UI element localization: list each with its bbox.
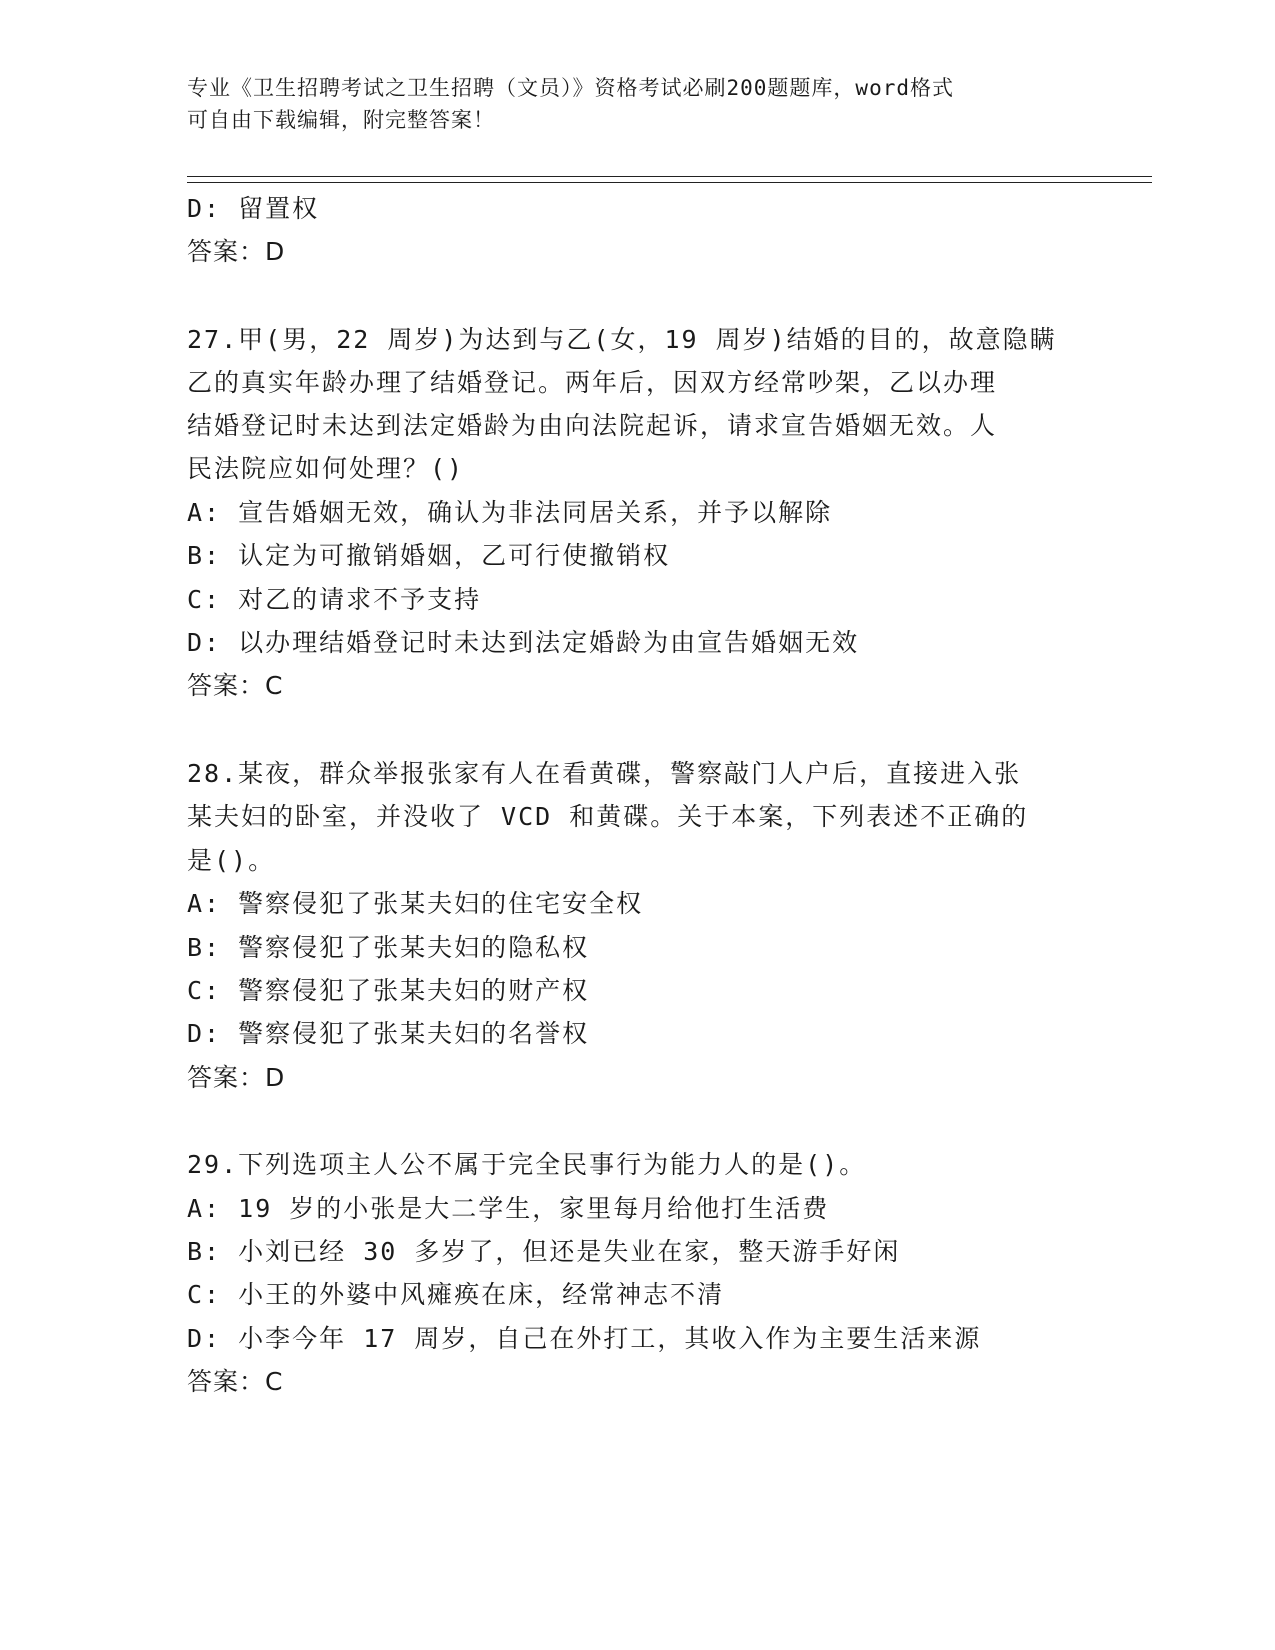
q27-line-2: 乙的真实年龄办理了结婚登记。两年后，因双方经常吵架，乙以办理 xyxy=(187,368,998,397)
q29-answer: 答案：C xyxy=(187,1367,284,1396)
q27-option-a: A: 宣告婚姻无效，确认为非法同居关系，并予以解除 xyxy=(187,498,833,527)
q29-line-1: 29.下列选项主人公不属于完全民事行为能力人的是()。 xyxy=(187,1150,867,1179)
document-header xyxy=(187,72,1067,136)
header-divider-bottom xyxy=(187,182,1152,183)
header-line-1: 专业《卫生招聘考试之卫生招聘（文员）》资格考试必刷200题题库，word格式 xyxy=(187,76,954,100)
header-line-2: 可自由下载编辑，附完整答案！ xyxy=(187,108,495,132)
q28-line-2: 某夫妇的卧室，并没收了 VCD 和黄碟。关于本案，下列表述不正确的 xyxy=(187,802,1029,831)
q27-option-b: B: 认定为可撤销婚姻，乙可行使撤销权 xyxy=(187,541,671,570)
q28-line-1: 28.某夜，群众举报张家有人在看黄碟，警察敲门人户后，直接进入张 xyxy=(187,759,1022,788)
prev-option-d: D: 留置权 xyxy=(187,194,320,223)
q29-option-c: C: 小王的外婆中风瘫痪在床，经常神志不清 xyxy=(187,1280,725,1309)
q27-line-4: 民法院应如何处理？() xyxy=(187,454,465,483)
q28-answer: 答案：D xyxy=(187,1063,286,1092)
q28-option-d: D: 警察侵犯了张某夫妇的名誉权 xyxy=(187,1019,590,1048)
q27-option-d: D: 以办理结婚登记时未达到法定婚龄为由宣告婚姻无效 xyxy=(187,628,860,657)
q29-option-d: D: 小李今年 17 周岁，自己在外打工，其收入作为主要生活来源 xyxy=(187,1324,982,1353)
q27-option-c: C: 对乙的请求不予支持 xyxy=(187,585,482,614)
q29-option-b: B: 小刘已经 30 多岁了，但还是失业在家，整天游手好闲 xyxy=(187,1237,901,1266)
q28-option-b: B: 警察侵犯了张某夫妇的隐私权 xyxy=(187,933,590,962)
prev-answer: 答案：D xyxy=(187,237,286,266)
q27-line-1: 27.甲(男，22 周岁)为达到与乙(女，19 周岁)结婚的目的，故意隐瞒 xyxy=(187,325,1057,354)
q29-option-a: A: 19 岁的小张是大二学生，家里每月给他打生活费 xyxy=(187,1194,830,1223)
q28-option-c: C: 警察侵犯了张某夫妇的财产权 xyxy=(187,976,590,1005)
q28-line-3: 是()。 xyxy=(187,846,276,875)
header-divider-top xyxy=(187,176,1152,177)
q28-option-a: A: 警察侵犯了张某夫妇的住宅安全权 xyxy=(187,889,644,918)
q27-answer: 答案：C xyxy=(187,671,284,700)
q27-line-3: 结婚登记时未达到法定婚龄为由向法院起诉，请求宣告婚姻无效。人 xyxy=(187,411,998,440)
